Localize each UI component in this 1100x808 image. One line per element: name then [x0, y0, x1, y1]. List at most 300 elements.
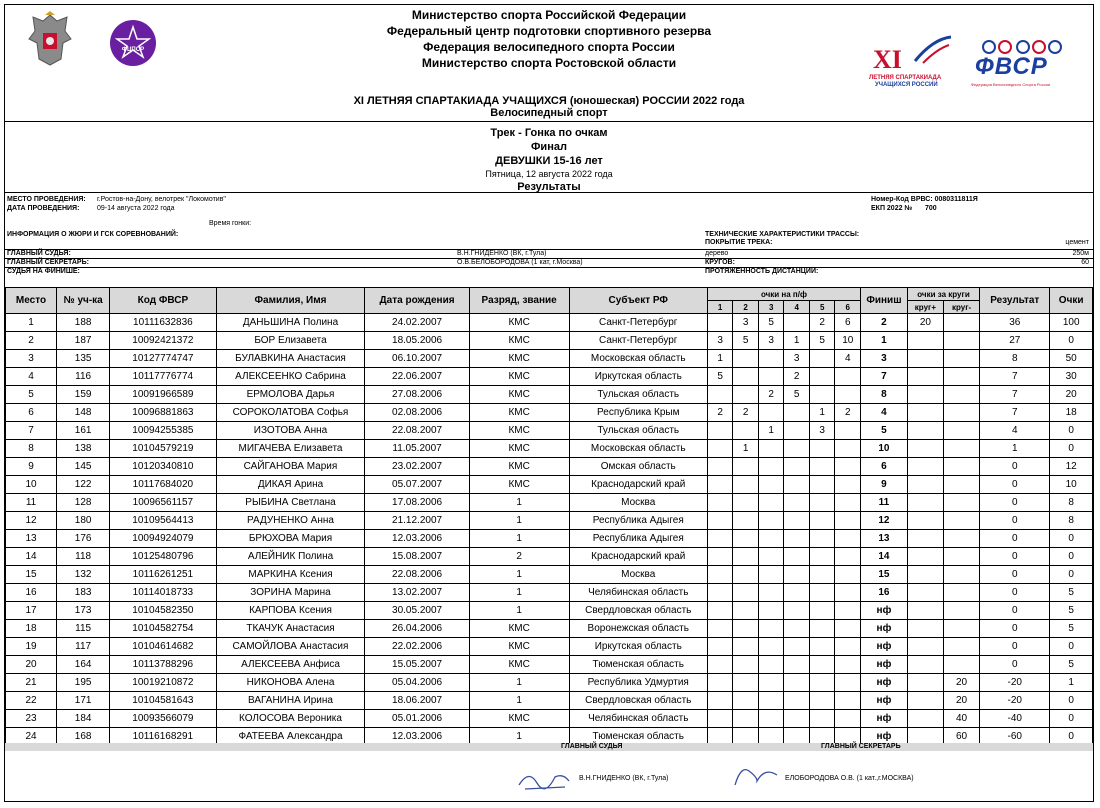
table-cell: 161	[57, 422, 110, 440]
table-cell	[733, 602, 759, 620]
table-cell: 115	[57, 620, 110, 638]
table-cell: КОЛОСОВА Вероника	[216, 710, 365, 728]
table-cell: 9	[6, 458, 57, 476]
table-cell	[707, 548, 733, 566]
table-cell	[758, 692, 784, 710]
organizer-line: Министерство спорта Ростовской области	[421, 56, 677, 70]
table-cell	[758, 350, 784, 368]
table-cell: КМС	[469, 386, 569, 404]
laps-value: 60	[1081, 259, 1089, 266]
table-cell: 20	[943, 692, 979, 710]
table-cell: 22.08.2007	[365, 422, 469, 440]
table-cell	[758, 404, 784, 422]
table-cell	[835, 656, 861, 674]
table-cell: 12	[1050, 458, 1093, 476]
table-cell	[907, 422, 943, 440]
table-cell	[943, 440, 979, 458]
table-cell: Республика Удмуртия	[569, 674, 707, 692]
table-cell	[758, 620, 784, 638]
table-cell: 0	[980, 530, 1050, 548]
table-cell: 12.03.2006	[365, 728, 469, 746]
table-cell: нф	[861, 602, 908, 620]
table-cell: 1	[733, 440, 759, 458]
table-cell: 10116261251	[110, 566, 216, 584]
table-cell: 0	[1050, 710, 1093, 728]
table-cell: 4	[980, 422, 1050, 440]
table-cell: 19	[6, 638, 57, 656]
table-cell: КМС	[469, 458, 569, 476]
table-cell: 0	[1050, 548, 1093, 566]
table-cell: 18	[1050, 404, 1093, 422]
table-cell: ЗОРИНА Марина	[216, 584, 365, 602]
table-cell: 164	[57, 656, 110, 674]
footer-judge-label: ГЛАВНЫЙ СУДЬЯ	[561, 743, 623, 750]
table-cell	[907, 458, 943, 476]
table-cell	[809, 674, 835, 692]
table-cell: 23	[6, 710, 57, 728]
table-cell: 1	[6, 314, 57, 332]
spartakiad-logo-subtext: УЧАЩИХСЯ РОССИИ	[875, 82, 938, 88]
table-cell	[809, 566, 835, 584]
table-cell: 27.08.2006	[365, 386, 469, 404]
table-cell: АЛЕКСЕЕВА Анфиса	[216, 656, 365, 674]
table-cell: 21	[6, 674, 57, 692]
table-cell: Москва	[569, 566, 707, 584]
table-cell: КМС	[469, 368, 569, 386]
table-cell: 184	[57, 710, 110, 728]
table-cell: 0	[980, 512, 1050, 530]
table-cell: 0	[1050, 332, 1093, 350]
judge-signature-icon	[515, 765, 575, 795]
table-cell: 6	[835, 314, 861, 332]
table-cell: АЛЕЙНИК Полина	[216, 548, 365, 566]
table-cell: 05.04.2006	[365, 674, 469, 692]
table-cell	[809, 440, 835, 458]
table-cell: 26.04.2006	[365, 620, 469, 638]
table-cell: 1	[980, 440, 1050, 458]
table-cell: Краснодарский край	[569, 476, 707, 494]
table-cell: 1	[1050, 674, 1093, 692]
signatures-band	[5, 743, 1093, 751]
table-cell: КМС	[469, 350, 569, 368]
table-cell: 13	[6, 530, 57, 548]
results-table	[5, 287, 1093, 746]
table-cell	[784, 620, 810, 638]
table-cell	[835, 638, 861, 656]
table-row	[6, 530, 1093, 548]
header-sprint-3: 3	[758, 301, 784, 314]
header-rank: Разряд, звание	[469, 288, 569, 314]
chief-secretary-value: О.В.БЕЛОБОРОДОВА (1 кат, г.Москва)	[457, 259, 583, 266]
table-cell	[835, 368, 861, 386]
table-cell	[835, 548, 861, 566]
table-cell	[733, 548, 759, 566]
event-title-block	[5, 95, 1093, 119]
table-cell: КМС	[469, 314, 569, 332]
table-cell	[943, 656, 979, 674]
table-cell	[707, 440, 733, 458]
table-cell	[943, 602, 979, 620]
table-row	[6, 350, 1093, 368]
table-cell	[758, 710, 784, 728]
table-cell: нф	[861, 710, 908, 728]
table-cell: 22	[6, 692, 57, 710]
table-cell: 15	[861, 566, 908, 584]
table-cell: 30	[1050, 368, 1093, 386]
table-cell	[907, 476, 943, 494]
table-cell: 0	[1050, 530, 1093, 548]
table-cell: Тюменская область	[569, 728, 707, 746]
table-cell	[943, 584, 979, 602]
sport-name: Велосипедный спорт	[490, 107, 608, 119]
table-cell	[907, 584, 943, 602]
table-cell: 23.02.2007	[365, 458, 469, 476]
table-cell: Краснодарский край	[569, 548, 707, 566]
table-row	[6, 314, 1093, 332]
table-cell: Санкт-Петербург	[569, 314, 707, 332]
table-row	[6, 566, 1093, 584]
table-cell	[733, 656, 759, 674]
table-cell: 8	[6, 440, 57, 458]
table-cell: ФАТЕЕВА Александра	[216, 728, 365, 746]
table-cell	[907, 332, 943, 350]
table-cell	[907, 620, 943, 638]
header-laps: очки за круги	[907, 288, 979, 301]
dates-value: 09-14 августа 2022 года	[97, 205, 175, 212]
header-sprint-1: 1	[707, 301, 733, 314]
table-cell: 10117776774	[110, 368, 216, 386]
table-cell	[707, 602, 733, 620]
table-cell: ДАНЬШИНА Полина	[216, 314, 365, 332]
table-cell: 10120340810	[110, 458, 216, 476]
table-cell	[707, 584, 733, 602]
table-cell: 187	[57, 332, 110, 350]
table-cell	[733, 494, 759, 512]
table-cell	[784, 602, 810, 620]
table-cell	[943, 422, 979, 440]
table-cell	[809, 638, 835, 656]
table-cell: Воронежская область	[569, 620, 707, 638]
table-cell: нф	[861, 656, 908, 674]
table-cell: БОР Елизавета	[216, 332, 365, 350]
table-cell	[835, 566, 861, 584]
table-cell	[733, 566, 759, 584]
table-cell: 13	[861, 530, 908, 548]
table-cell	[758, 440, 784, 458]
fvsr-logo-text: ФВСР	[975, 53, 1048, 80]
table-cell: 06.10.2007	[365, 350, 469, 368]
secretary-signature-icon	[731, 761, 781, 791]
table-row	[6, 602, 1093, 620]
table-cell: 1	[469, 674, 569, 692]
header-lap-minus: круг-	[943, 301, 979, 314]
table-cell	[943, 530, 979, 548]
table-cell	[907, 404, 943, 422]
table-cell: 22.06.2007	[365, 368, 469, 386]
table-cell: 183	[57, 584, 110, 602]
table-cell	[943, 458, 979, 476]
table-cell: 14	[6, 548, 57, 566]
table-cell: 7	[980, 404, 1050, 422]
table-cell: 176	[57, 530, 110, 548]
table-cell: 11.05.2007	[365, 440, 469, 458]
table-cell	[758, 512, 784, 530]
table-cell	[784, 476, 810, 494]
venue-label: МЕСТО ПРОВЕДЕНИЯ:	[7, 196, 86, 203]
table-cell: 5	[6, 386, 57, 404]
table-cell: -40	[980, 710, 1050, 728]
table-cell: 116	[57, 368, 110, 386]
table-cell: 9	[861, 476, 908, 494]
table-cell: 10	[6, 476, 57, 494]
table-cell: 22.08.2006	[365, 566, 469, 584]
table-cell: 10117684020	[110, 476, 216, 494]
table-cell	[907, 530, 943, 548]
table-cell: 36	[980, 314, 1050, 332]
header-bib: № уч-ка	[57, 288, 110, 314]
table-cell: 13.02.2007	[365, 584, 469, 602]
table-cell: 4	[861, 404, 908, 422]
chief-judge-value: В.Н.ГНИДЕНКО (ВК, г.Тула)	[457, 250, 547, 257]
table-cell: Тюменская область	[569, 656, 707, 674]
table-cell	[835, 602, 861, 620]
table-cell: 10109564413	[110, 512, 216, 530]
table-cell	[784, 638, 810, 656]
table-cell	[707, 386, 733, 404]
swoosh-icon	[913, 35, 953, 65]
table-cell: 7	[980, 368, 1050, 386]
table-cell: ИЗОТОВА Анна	[216, 422, 365, 440]
table-cell: 10104581643	[110, 692, 216, 710]
header-sprints: очки на п/ф	[707, 288, 860, 301]
table-cell	[707, 422, 733, 440]
info-band-secretary	[5, 258, 1093, 266]
table-cell: ЕРМОЛОВА Дарья	[216, 386, 365, 404]
table-cell: КМС	[469, 422, 569, 440]
fvsr-logo	[971, 33, 1071, 93]
table-cell: МАРКИНА Ксения	[216, 566, 365, 584]
header-points: Очки	[1050, 288, 1093, 314]
table-cell	[809, 602, 835, 620]
table-cell: 1	[707, 350, 733, 368]
table-cell: 10096561157	[110, 494, 216, 512]
table-cell: 8	[861, 386, 908, 404]
table-row	[6, 494, 1093, 512]
table-cell: 18.06.2007	[365, 692, 469, 710]
header-sprint-5: 5	[809, 301, 835, 314]
table-row	[6, 368, 1093, 386]
header-result: Результат	[980, 288, 1050, 314]
table-cell	[758, 548, 784, 566]
doc-type: Результаты	[517, 181, 581, 193]
table-cell: 1	[469, 692, 569, 710]
table-cell	[835, 440, 861, 458]
ekp-label: ЕКП 2022 №	[871, 205, 913, 212]
info-band-finish	[5, 267, 1093, 275]
table-row	[6, 458, 1093, 476]
table-cell	[758, 566, 784, 584]
organizer-line: Федерация велосипедного спорта России	[423, 40, 675, 54]
table-row	[6, 638, 1093, 656]
table-cell	[707, 512, 733, 530]
table-cell: САЙГАНОВА Мария	[216, 458, 365, 476]
table-cell: 180	[57, 512, 110, 530]
table-cell: Московская область	[569, 440, 707, 458]
table-row	[6, 692, 1093, 710]
table-cell	[784, 566, 810, 584]
table-cell: САМОЙЛОВА Анастасия	[216, 638, 365, 656]
table-cell: 3	[733, 314, 759, 332]
table-cell: РЫБИНА Светлана	[216, 494, 365, 512]
table-cell	[907, 710, 943, 728]
table-cell: -60	[980, 728, 1050, 746]
table-cell: 0	[980, 458, 1050, 476]
table-cell: КМС	[469, 710, 569, 728]
table-cell	[907, 548, 943, 566]
table-cell	[784, 314, 810, 332]
table-cell: 10127774747	[110, 350, 216, 368]
table-cell: 0	[980, 494, 1050, 512]
table-cell	[733, 638, 759, 656]
table-row	[6, 656, 1093, 674]
table-cell	[784, 674, 810, 692]
table-cell: 10	[1050, 476, 1093, 494]
table-row	[6, 332, 1093, 350]
chief-secretary-label: ГЛАВНЫЙ СЕКРЕТАРЬ:	[7, 259, 89, 266]
table-cell	[733, 710, 759, 728]
table-cell: 171	[57, 692, 110, 710]
table-cell: Свердловская область	[569, 692, 707, 710]
table-cell	[733, 350, 759, 368]
dates-label: ДАТА ПРОВЕДЕНИЯ:	[7, 205, 80, 212]
table-cell: нф	[861, 674, 908, 692]
judge-signature-text: В.Н.ГНИДЕНКО (ВК, г.Тула)	[579, 775, 669, 782]
table-cell: Тульская область	[569, 386, 707, 404]
table-cell: 15	[6, 566, 57, 584]
table-cell	[758, 584, 784, 602]
table-cell	[809, 710, 835, 728]
table-cell	[835, 494, 861, 512]
table-cell: 10091966589	[110, 386, 216, 404]
surface-value: цемент	[1065, 239, 1089, 246]
table-cell: 0	[1050, 440, 1093, 458]
table-cell	[707, 674, 733, 692]
table-cell: 8	[980, 350, 1050, 368]
table-cell: Челябинская область	[569, 710, 707, 728]
table-cell	[784, 512, 810, 530]
tech-label: ТЕХНИЧЕСКИЕ ХАРАКТЕРИСТИКИ ТРАССЫ:	[705, 231, 860, 238]
table-cell: 2	[784, 368, 810, 386]
event-title: XI ЛЕТНЯЯ СПАРТАКИАДА УЧАЩИХСЯ (юношеская) РОССИИ 2022 года	[353, 95, 745, 107]
race-time-label: Время гонки:	[209, 220, 252, 227]
table-cell: Тульская область	[569, 422, 707, 440]
finish-judge-label: СУДЬЯ НА ФИНИШЕ:	[7, 268, 80, 275]
table-cell: 3	[861, 350, 908, 368]
material-value: дерево	[705, 250, 729, 257]
header-sprint-4: 4	[784, 301, 810, 314]
table-cell: 16	[6, 584, 57, 602]
table-cell: БРЮХОВА Мария	[216, 530, 365, 548]
table-cell: 138	[57, 440, 110, 458]
table-cell	[907, 512, 943, 530]
table-cell: 20	[943, 674, 979, 692]
table-cell	[809, 368, 835, 386]
table-cell	[707, 530, 733, 548]
table-cell: 1	[469, 494, 569, 512]
table-cell	[835, 692, 861, 710]
table-cell	[907, 692, 943, 710]
table-cell: 0	[980, 656, 1050, 674]
table-cell	[707, 566, 733, 584]
table-cell	[907, 638, 943, 656]
table-cell: нф	[861, 728, 908, 746]
table-cell: 5	[707, 368, 733, 386]
table-cell	[707, 692, 733, 710]
table-cell: 3	[707, 332, 733, 350]
table-cell: ДИКАЯ Арина	[216, 476, 365, 494]
header-finish: Финиш	[861, 288, 908, 314]
table-cell: 15.08.2007	[365, 548, 469, 566]
header-lap-plus: круг+	[907, 301, 943, 314]
table-cell: ВАГАНИНА Ирина	[216, 692, 365, 710]
table-cell: нф	[861, 638, 908, 656]
table-cell	[907, 656, 943, 674]
table-cell: 2	[809, 314, 835, 332]
table-cell: 2	[835, 404, 861, 422]
table-cell: КМС	[469, 638, 569, 656]
info-band-judge	[5, 249, 1093, 257]
table-cell: 4	[835, 350, 861, 368]
table-cell	[835, 386, 861, 404]
table-cell: Московская область	[569, 350, 707, 368]
table-cell: 6	[861, 458, 908, 476]
fvsr-logo-subtext: Федерация Велосипедного Спорта России	[971, 82, 1051, 87]
table-cell: 118	[57, 548, 110, 566]
table-cell: 8	[1050, 494, 1093, 512]
table-cell: 27	[980, 332, 1050, 350]
table-cell: СОРОКОЛАТОВА Софья	[216, 404, 365, 422]
header-name: Фамилия, Имя	[216, 288, 365, 314]
spartakiad-logo-text: ЛЕТНЯЯ СПАРТАКИАДА	[869, 75, 942, 81]
table-cell: Челябинская область	[569, 584, 707, 602]
table-cell: 2	[6, 332, 57, 350]
chief-judge-label: ГЛАВНЫЙ СУДЬЯ:	[7, 250, 71, 257]
table-cell: 10114018733	[110, 584, 216, 602]
table-cell: КМС	[469, 620, 569, 638]
table-cell: 15.05.2007	[365, 656, 469, 674]
table-cell: 5	[1050, 602, 1093, 620]
table-cell	[784, 404, 810, 422]
table-cell	[733, 692, 759, 710]
table-cell	[758, 494, 784, 512]
table-cell: 11	[6, 494, 57, 512]
table-cell: нф	[861, 692, 908, 710]
table-cell: 12.03.2006	[365, 530, 469, 548]
table-cell: ТКАЧУК Анастасия	[216, 620, 365, 638]
table-row	[6, 512, 1093, 530]
table-cell: 0	[1050, 728, 1093, 746]
table-cell: 0	[1050, 566, 1093, 584]
table-cell	[784, 710, 810, 728]
table-cell: 0	[980, 602, 1050, 620]
table-cell: 117	[57, 638, 110, 656]
table-cell	[733, 368, 759, 386]
code-label: Номер-Код ВРВС: 0080311811Я	[871, 196, 978, 203]
table-cell: 10111632836	[110, 314, 216, 332]
table-cell: 3	[758, 332, 784, 350]
table-cell: Москва	[569, 494, 707, 512]
sheet-header	[5, 5, 1093, 122]
